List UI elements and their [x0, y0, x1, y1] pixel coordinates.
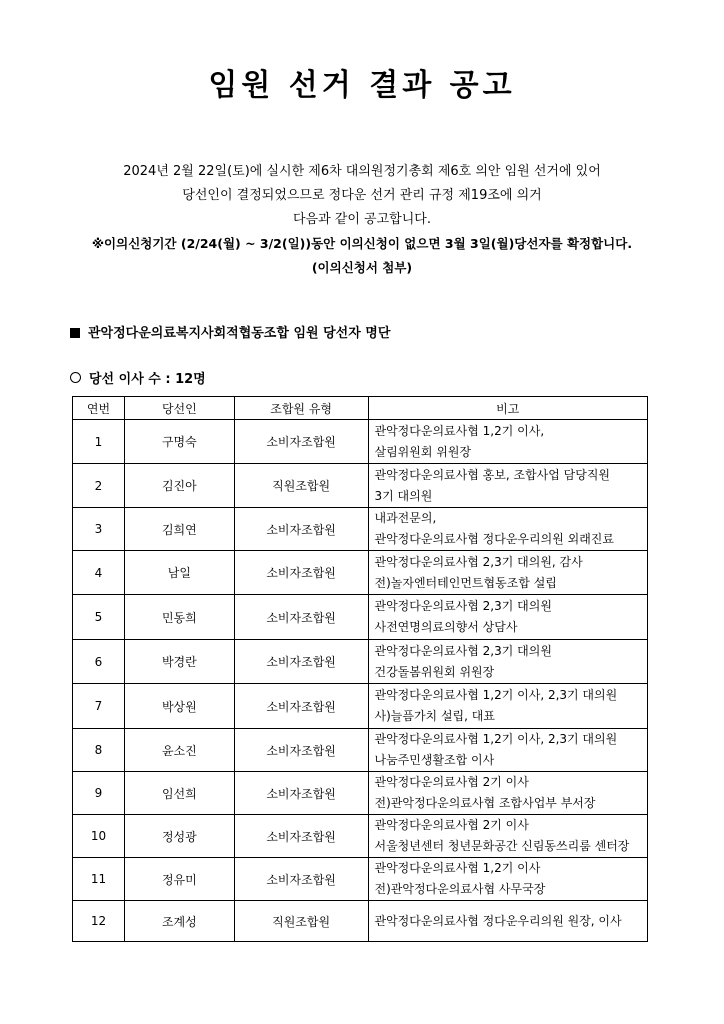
objection-notice: ※이의신청기간 (2/24(월) ~ 3/2(일))동안 이의신청이 없으면 3월 3일(월)당선자를 확정합니다. [91, 236, 633, 251]
row-type: 소비자조합원 [234, 595, 368, 640]
row-note [368, 420, 648, 464]
row-note [368, 508, 648, 551]
table-row [73, 858, 648, 901]
row-no: 9 [73, 772, 125, 815]
row-note-line-1: 내과전문의, [374, 511, 437, 525]
table-row [73, 595, 648, 640]
row-note [368, 772, 648, 815]
row-type: 소비자조합원 [234, 815, 368, 858]
row-note-line-1: 관악정다운의료사협 2,3기 대의원, 감사 [374, 554, 583, 569]
row-note [368, 815, 648, 858]
row-note-line-1: 관악정다운의료사협 홍보, 조합사업 담당직원 [374, 467, 611, 482]
row-note-line-2: 전)관악정다운의료사협 사무국장 [374, 882, 546, 896]
row-type: 소비자조합원 [234, 858, 368, 901]
row-note [368, 858, 648, 901]
row-note-line-1: 관악정다운의료사협 1,2기 이사, [374, 423, 545, 438]
row-type: 소비자조합원 [234, 772, 368, 815]
table-row [73, 684, 648, 729]
row-note [368, 729, 648, 772]
intro-line-2: 당선인이 결정되었으므로 정다운 선거 관리 규정 제19조에 의거 [182, 188, 542, 203]
row-name: 임선희 [124, 772, 234, 815]
row-note-line-1: 관악정다운의료사협 정다운우리의원 원장, 이사 [374, 913, 622, 928]
intro-line-3: 다음과 같이 공고합니다. [293, 212, 431, 227]
row-note-line-2: 3기 대의원 [374, 488, 433, 503]
section-title-text: 관악정다운의료복지사회적협동조합 임원 당선자 명단 [88, 326, 391, 341]
section-title [70, 322, 390, 341]
row-no: 10 [73, 815, 125, 858]
row-note-line-1: 관악정다운의료사협 1,2기 이사, 2,3기 대의원 [374, 688, 618, 702]
row-type: 소비자조합원 [234, 420, 368, 464]
row-note-line-2: 건강돌봄위원회 위원장 [374, 664, 495, 679]
square-bullet-icon [70, 328, 80, 338]
table-row [73, 551, 648, 595]
page-title: 임원 선거 결과 공고 [208, 68, 516, 103]
circle-bullet-icon [70, 372, 81, 383]
row-no: 1 [73, 420, 125, 464]
row-note [368, 595, 648, 640]
row-type: 직원조합원 [234, 464, 368, 508]
row-note-line-2: 나눔주민생활조합 이사 [374, 753, 495, 767]
row-type: 소비자조합원 [234, 508, 368, 551]
row-type: 소비자조합원 [234, 684, 368, 729]
row-note-line-2: 사전연명의료의향서 상담사 [374, 620, 518, 634]
row-name: 박상원 [124, 684, 234, 729]
intro-line-1: 2024년 2월 22일(토)에 실시한 제6차 대의원정기총회 제6호 의안 임원 선거에 있어 [123, 164, 601, 179]
row-name: 윤소진 [124, 729, 234, 772]
attachment-note: (이의신청서 첨부) [311, 260, 413, 275]
header-no: 연번 [73, 397, 125, 420]
row-name: 구명숙 [124, 420, 234, 464]
table-row [73, 815, 648, 858]
row-note-line-2: 관악정다운의료사협 정다운우리의원 외래진료 [374, 532, 614, 546]
row-name: 김진아 [124, 464, 234, 508]
row-note-line-1: 관악정다운의료사협 1,2기 이사 [374, 861, 541, 875]
row-note-line-1: 관악정다운의료사협 2기 이사 [374, 818, 529, 832]
row-name: 정성광 [124, 815, 234, 858]
table-row [73, 420, 648, 464]
row-note-line-2: 살림위원회 위원장 [374, 444, 472, 459]
row-note [368, 640, 648, 684]
row-name: 남일 [124, 551, 234, 595]
row-no: 11 [73, 858, 125, 901]
row-type: 소비자조합원 [234, 640, 368, 684]
row-note [368, 684, 648, 729]
header-name: 당선인 [124, 397, 234, 420]
row-no: 6 [73, 640, 125, 684]
elected-officers-table [72, 396, 648, 942]
row-note-line-1: 관악정다운의료사협 2,3기 대의원 [374, 599, 552, 613]
row-name: 박경란 [124, 640, 234, 684]
row-note-line-2: 사)늘픔가치 설립, 대표 [374, 709, 495, 723]
header-type: 조합원 유형 [234, 397, 368, 420]
intro-paragraph [0, 160, 724, 280]
row-note-line-1: 관악정다운의료사협 1,2기 이사, 2,3기 대의원 [374, 732, 618, 746]
table-row [73, 772, 648, 815]
table-header-row [73, 397, 648, 420]
row-note-line-1: 관악정다운의료사협 2기 이사 [374, 775, 529, 789]
row-type: 소비자조합원 [234, 551, 368, 595]
row-type: 소비자조합원 [234, 729, 368, 772]
row-no: 3 [73, 508, 125, 551]
sub-title [70, 368, 206, 387]
row-no: 12 [73, 901, 125, 942]
row-note [368, 551, 648, 595]
sub-title-text: 당선 이사 수 : 12명 [89, 372, 206, 387]
row-no: 5 [73, 595, 125, 640]
row-name: 정유미 [124, 858, 234, 901]
row-note-line-2: 전)놀자엔터테인먼트협동조합 설립 [374, 575, 557, 590]
row-no: 8 [73, 729, 125, 772]
row-note [368, 464, 648, 508]
row-note-line-2: 전)관악정다운의료사협 조합사업부 부서장 [374, 796, 596, 810]
table-row [73, 464, 648, 508]
table-row [73, 640, 648, 684]
row-name: 김희연 [124, 508, 234, 551]
row-note-line-1: 관악정다운의료사협 2,3기 대의원 [374, 643, 552, 658]
table-row [73, 729, 648, 772]
row-no: 2 [73, 464, 125, 508]
row-type: 직원조합원 [234, 901, 368, 942]
row-no: 7 [73, 684, 125, 729]
row-no: 4 [73, 551, 125, 595]
header-note: 비고 [368, 397, 648, 420]
table-row [73, 901, 648, 942]
row-note-line-2: 서울청년센터 청년문화공간 신림동쓰리룸 센터장 [374, 839, 630, 853]
row-name: 민동희 [124, 595, 234, 640]
row-note [368, 901, 648, 942]
table-row [73, 508, 648, 551]
row-name: 조계성 [124, 901, 234, 942]
